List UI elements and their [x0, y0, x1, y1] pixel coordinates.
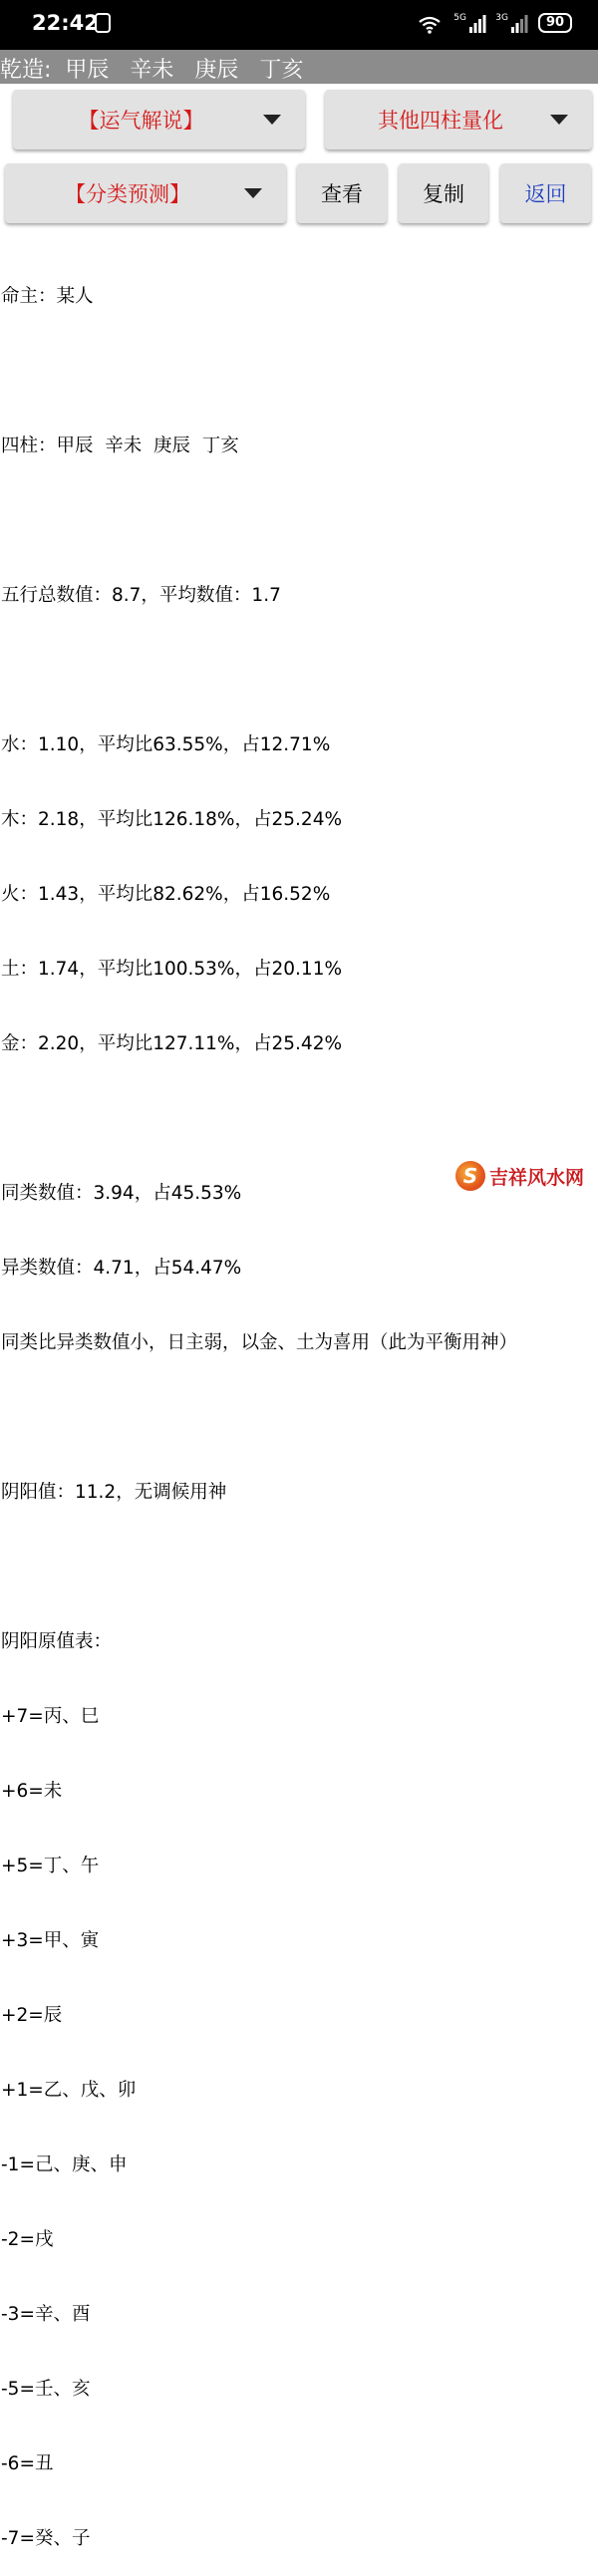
site-watermark	[455, 1158, 584, 1194]
same-type-line: 同类数值：3.94，占45.53%	[1, 1183, 242, 1204]
chevron-down-icon	[263, 115, 281, 125]
signal-icon	[510, 15, 528, 33]
network-type-1: 5G	[453, 13, 466, 23]
yinyang-row: +6=未	[1, 1781, 63, 1802]
conclusion-line: 同类比异类数值小，日主弱，以金、土为喜用（此为平衡用神）	[1, 1332, 518, 1353]
status-bar	[0, 0, 598, 50]
battery-icon: 90	[538, 13, 572, 33]
yinyang-row: +2=辰	[1, 2005, 63, 2026]
chevron-down-icon	[244, 188, 262, 198]
signal-icon	[468, 15, 486, 33]
element-line-metal: 金：2.20，平均比127.11%，占25.42%	[1, 1033, 343, 1054]
view-label: 查看	[321, 182, 363, 206]
yinyang-row: +3=甲、寅	[1, 1930, 100, 1951]
diff-type-line: 异类数值：4.71，占54.47%	[1, 1258, 242, 1279]
copy-button[interactable]	[399, 163, 488, 223]
owner-line: 命主：某人	[1, 286, 94, 307]
fortune-explain-label: 【运气解说】	[78, 109, 204, 133]
yinyang-row: +1=乙、戊、卯	[1, 2080, 137, 2101]
element-line-wood: 木：2.18，平均比126.18%，占25.24%	[1, 809, 343, 830]
yinyang-row: -3=辛、酉	[1, 2304, 91, 2325]
yinyang-row: -2=戌	[1, 2229, 54, 2250]
fortune-explain-spinner[interactable]	[13, 90, 305, 149]
view-button[interactable]	[297, 163, 387, 223]
page-title: 乾造: 甲辰 辛未 庚辰 丁亥	[0, 58, 304, 83]
status-time: 22:42	[32, 11, 99, 35]
watermark-text: 吉祥风水网	[488, 1166, 584, 1189]
yinyang-row: -6=丑	[1, 2453, 54, 2474]
yinyang-row: +5=丁、午	[1, 1856, 100, 1876]
chevron-down-icon	[550, 115, 568, 125]
category-predict-spinner[interactable]	[5, 163, 286, 223]
quantify-label: 其他四柱量化	[378, 109, 503, 133]
category-predict-label: 【分类预测】	[65, 182, 190, 206]
pillars-line: 四柱：甲辰 辛未 庚辰 丁亥	[1, 435, 239, 456]
watermark-logo-icon: S	[455, 1161, 485, 1191]
quantify-spinner[interactable]	[325, 90, 592, 149]
yinyang-line: 阴阳值：11.2，无调候用神	[1, 1482, 227, 1503]
result-text	[1, 234, 597, 2576]
yinyang-row: +7=丙、巳	[1, 1706, 100, 1727]
yinyang-row: -1=己、庚、申	[1, 2154, 128, 2175]
element-line-earth: 土：1.74，平均比100.53%，占20.11%	[1, 959, 343, 980]
element-line-fire: 火：1.43，平均比82.62%，占16.52%	[1, 884, 331, 905]
yinyang-row: -5=壬、亥	[1, 2379, 91, 2400]
title-bar	[0, 50, 598, 84]
five-elements-total-line: 五行总数值：8.7，平均数值：1.7	[1, 585, 281, 606]
element-line-water: 水：1.10，平均比63.55%，占12.71%	[1, 734, 331, 755]
back-label: 返回	[524, 182, 567, 206]
copy-label: 复制	[423, 182, 464, 206]
status-icons	[403, 12, 572, 38]
back-button[interactable]	[500, 163, 591, 223]
network-type-2: 3G	[495, 13, 508, 23]
wifi-icon	[419, 16, 441, 34]
yinyang-row: -7=癸、子	[1, 2528, 91, 2549]
nfc-icon	[95, 13, 111, 33]
yinyang-table-title: 阴阳原值表：	[1, 1631, 113, 1652]
